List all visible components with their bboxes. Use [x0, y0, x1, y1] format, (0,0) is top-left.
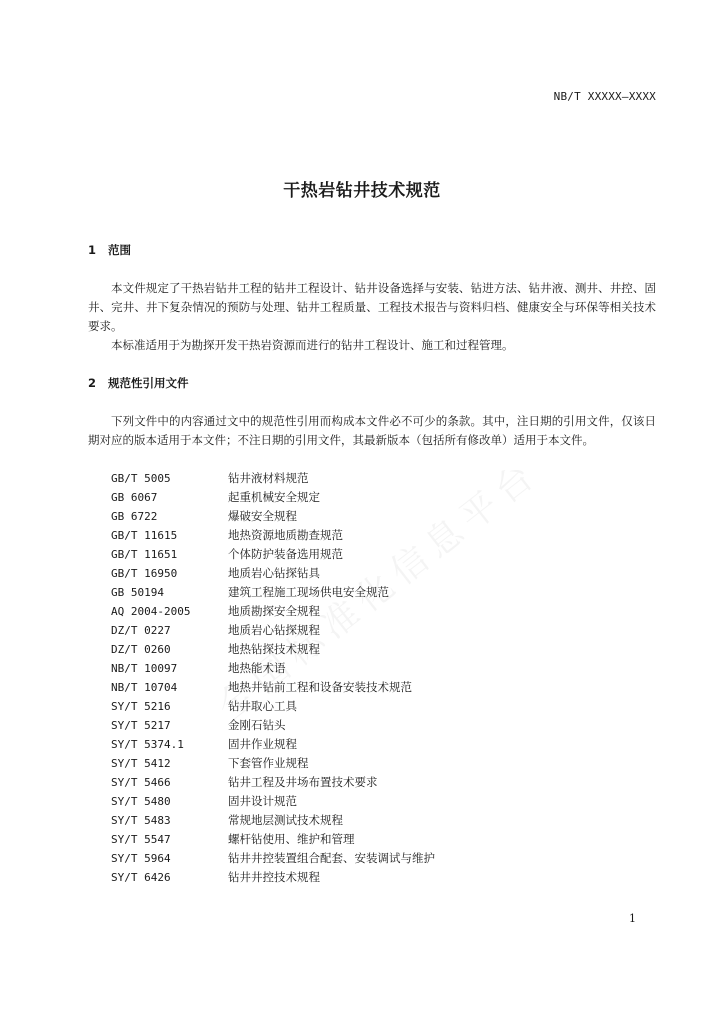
reference-item — [111, 735, 435, 754]
reference-item — [111, 697, 435, 716]
reference-title: 钻井井控技术规程 — [228, 870, 320, 884]
page-number: 1 — [629, 912, 636, 925]
reference-item — [111, 678, 435, 697]
section-2-title: 规范性引用文件 — [108, 376, 189, 390]
reference-code: SY/T 5412 — [111, 757, 171, 770]
reference-code: SY/T 5964 — [111, 852, 171, 865]
reference-code: DZ/T 0227 — [111, 624, 171, 637]
reference-code: NB/T 10097 — [111, 662, 178, 675]
reference-item — [111, 868, 435, 887]
reference-code: GB/T 11615 — [111, 529, 178, 542]
reference-code: AQ 2004-2005 — [111, 605, 191, 618]
reference-code: GB 50194 — [111, 586, 164, 599]
reference-code: GB 6067 — [111, 491, 158, 504]
reference-title: 常规地层测试技术规程 — [228, 813, 343, 827]
reference-title: 建筑工程施工现场供电安全规范 — [228, 585, 389, 599]
section-2-heading — [88, 375, 189, 391]
reference-item — [111, 545, 435, 564]
reference-title: 钻井取心工具 — [228, 699, 297, 713]
reference-title: 地热钻探技术规程 — [228, 642, 320, 656]
reference-item — [111, 716, 435, 735]
document-title: 干热岩钻井技术规范 — [283, 181, 441, 201]
reference-title: 地热能术语 — [228, 661, 286, 675]
reference-title: 下套管作业规程 — [228, 756, 309, 770]
reference-title: 起重机械安全规定 — [228, 490, 320, 504]
reference-title: 地质岩心钻探规程 — [228, 623, 320, 637]
reference-item — [111, 469, 435, 488]
reference-code: GB/T 11651 — [111, 548, 178, 561]
reference-code: SY/T 6426 — [111, 871, 171, 884]
section-2-intro: 下列文件中的内容通过文中的规范性引用而构成本文件必不可少的条款。其中，注日期的引用文件，仅该日期对应的版本适用于本文件；不注日期的引用文件，其最新版本（包括所有修改单）适用于本文件。 — [88, 414, 656, 447]
section-1-number: 1 — [88, 243, 97, 257]
reference-item — [111, 754, 435, 773]
reference-title: 钻井液材料规范 — [228, 471, 309, 485]
reference-code: NB/T 10704 — [111, 681, 178, 694]
reference-code: SY/T 5466 — [111, 776, 171, 789]
reference-item — [111, 488, 435, 507]
reference-item — [111, 792, 435, 811]
reference-title: 个体防护装备选用规范 — [228, 547, 343, 561]
section-1-paragraph-2: 本标准适用于为勘探开发干热岩资源而进行的钻井工程设计、施工和过程管理。 — [111, 338, 514, 352]
reference-code: DZ/T 0260 — [111, 643, 171, 656]
reference-title: 地热资源地质勘查规范 — [228, 528, 343, 542]
reference-title: 爆破安全规程 — [228, 509, 297, 523]
reference-item — [111, 773, 435, 792]
reference-item — [111, 640, 435, 659]
reference-item — [111, 811, 435, 830]
reference-item — [111, 602, 435, 621]
reference-code: SY/T 5547 — [111, 833, 171, 846]
reference-title: 金刚石钻头 — [228, 718, 286, 732]
reference-code: GB/T 16950 — [111, 567, 178, 580]
reference-item — [111, 621, 435, 640]
reference-item — [111, 564, 435, 583]
reference-title: 地质岩心钻探钻具 — [228, 566, 320, 580]
reference-code: GB 6722 — [111, 510, 158, 523]
reference-item — [111, 583, 435, 602]
section-1-heading — [88, 242, 131, 258]
reference-code: SY/T 5216 — [111, 700, 171, 713]
reference-item — [111, 507, 435, 526]
reference-title: 螺杆钻使用、维护和管理 — [228, 832, 355, 846]
standard-code: NB/T XXXXX—XXXX — [553, 90, 656, 103]
reference-title: 地质勘探安全规程 — [228, 604, 320, 618]
reference-item — [111, 830, 435, 849]
reference-title: 固井作业规程 — [228, 737, 297, 751]
section-1-paragraph-1: 本文件规定了干热岩钻井工程的钻井工程设计、钻井设备选择与安装、钻进方法、钻井液、测井、井控、固井、完井、井下复杂情况的预防与处理、钻井工程质量、工程技术报告与资料归档、健康安全与环保等相关技术要求。 — [88, 281, 656, 333]
reference-list — [111, 469, 435, 887]
reference-title: 钻井工程及井场布置技术要求 — [228, 775, 378, 789]
reference-code: SY/T 5483 — [111, 814, 171, 827]
reference-title: 地热井钻前工程和设备安装技术规范 — [228, 680, 412, 694]
reference-code: SY/T 5217 — [111, 719, 171, 732]
reference-title: 钻井井控装置组合配套、安装调试与维护 — [228, 851, 435, 865]
reference-item — [111, 849, 435, 868]
reference-title: 固井设计规范 — [228, 794, 297, 808]
section-1-title: 范围 — [108, 243, 131, 257]
reference-code: GB/T 5005 — [111, 472, 171, 485]
reference-code: SY/T 5480 — [111, 795, 171, 808]
reference-code: SY/T 5374.1 — [111, 738, 184, 751]
section-2-number: 2 — [88, 376, 97, 390]
reference-item — [111, 526, 435, 545]
reference-item — [111, 659, 435, 678]
